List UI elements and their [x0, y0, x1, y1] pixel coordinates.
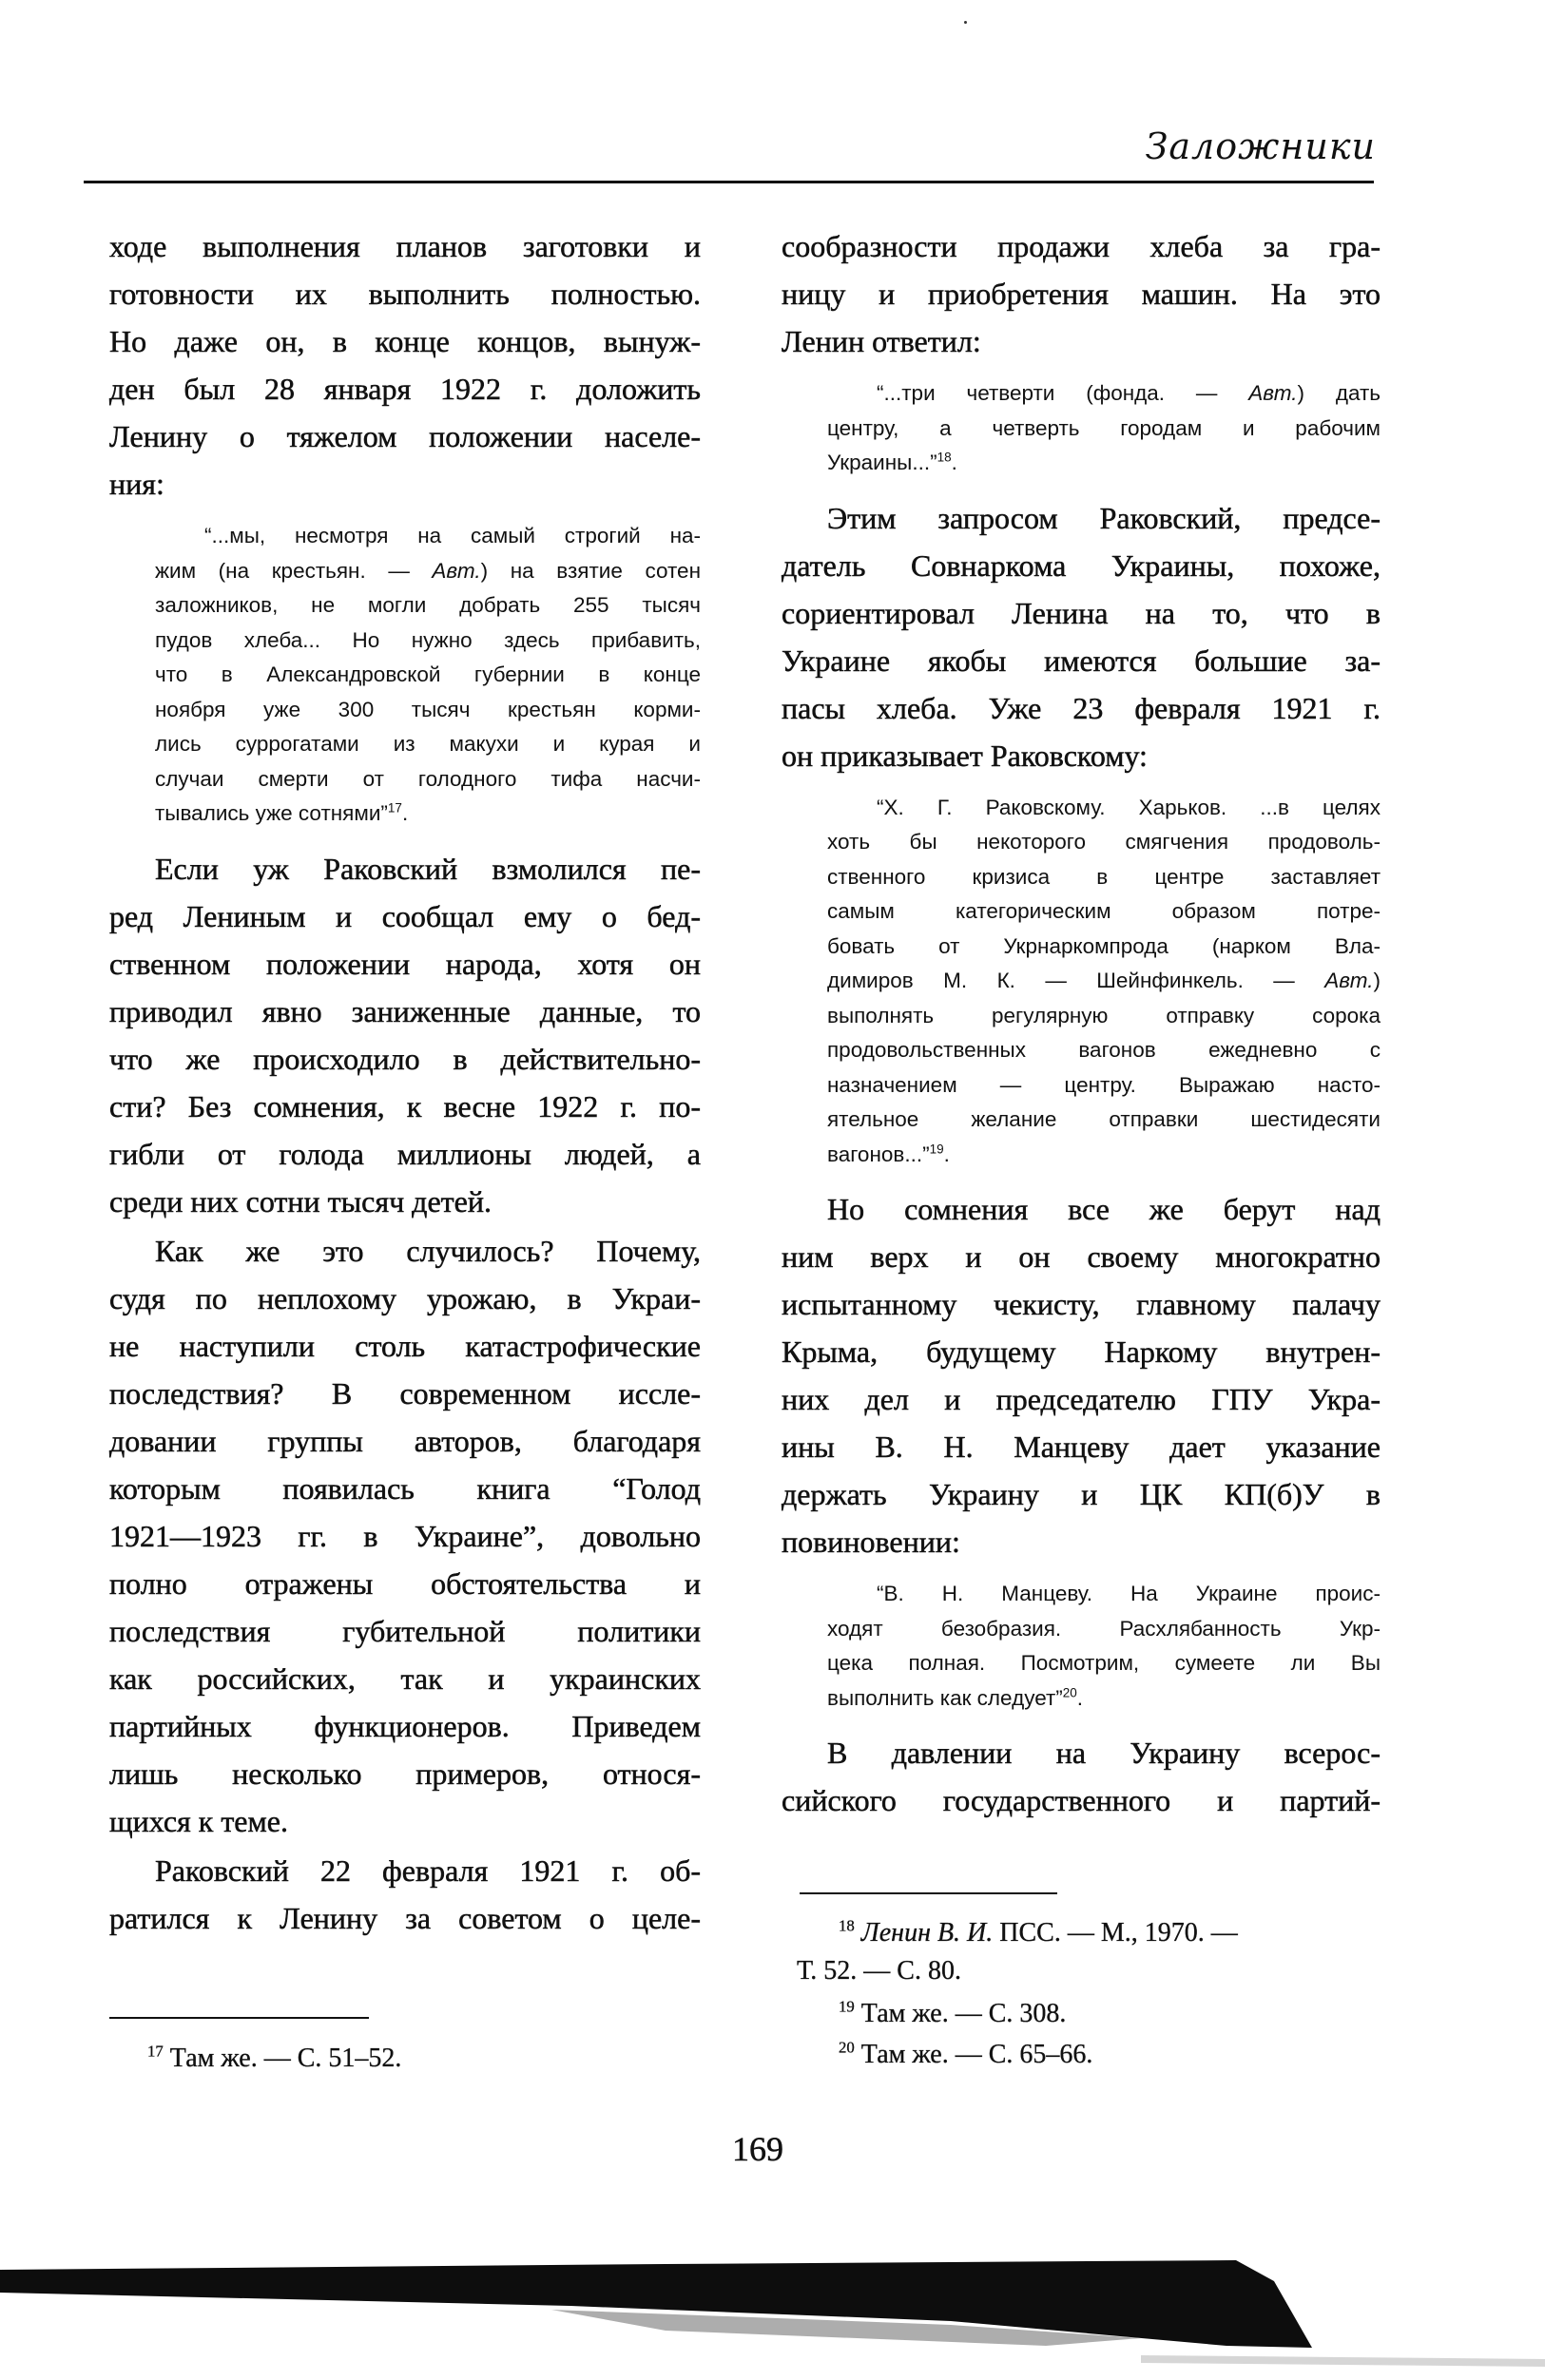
text-line: Но даже он, в конце концов, вынуж- [109, 324, 701, 358]
text-line: ятельное желание отправки шестидесяти [827, 1107, 1381, 1131]
text-line: В давлении на Украину всерос- [827, 1736, 1381, 1770]
footnote-18-continued: Т. 52. — С. 80. [797, 1956, 961, 1986]
text-line: сообразности продажи хлеба за гра- [782, 229, 1381, 263]
page-number: 169 [732, 2130, 783, 2168]
text-line: ден был 28 января 1922 г. доложить [109, 372, 701, 406]
text-segment: жим (на крестьян. — [155, 558, 433, 583]
scan-speck [964, 21, 967, 24]
text-line: которым появилась книга “Голод [109, 1470, 701, 1506]
text-line [827, 1138, 1381, 1173]
text-segment: тывались уже сотнями” [155, 801, 388, 825]
header-rule [84, 181, 1374, 183]
footnote-number: 17 [147, 2042, 164, 2061]
text-line: “Х. Г. Раковскому. Харьков. ...в целях [877, 795, 1381, 819]
text-line: Как же это случилось? Почему, [155, 1233, 701, 1268]
text-line: ред Лениным и сообщал ему о бед- [109, 898, 701, 933]
footnote-number: 19 [839, 1997, 855, 2016]
text-line: них дел и председателю ГПУ Укра- [782, 1382, 1381, 1416]
text-line: бовать от Укрнаркомпрода (нарком Вла- [827, 933, 1381, 958]
paragraph [109, 1847, 701, 1942]
text-segment: ) на взятие сотен [480, 558, 701, 583]
text-line: Крыма, будущему Наркому внутрен- [782, 1334, 1381, 1369]
text-segment: вагонов...” [827, 1142, 930, 1166]
footnote-number: 20 [839, 2038, 855, 2057]
text-line: повиновении: [782, 1525, 960, 1559]
text-line: цека полная. Посмотрим, сумеете ли Вы [827, 1651, 1381, 1675]
text-line [155, 797, 701, 832]
text-line: заложников, не могли добрать 255 тысяч [155, 593, 701, 617]
text-line: что в Александровской губернии в конце [155, 662, 701, 686]
text-line: “...мы, несмотря на самый строгий на- [204, 524, 701, 547]
text-line: последствия губительной политики [109, 1613, 701, 1648]
footnote-17 [147, 2040, 401, 2078]
footnote-ref: 19 [929, 1142, 944, 1156]
text-line: ины В. Н. Манцеву дает указание [782, 1430, 1381, 1464]
footnote-20 [839, 2036, 1092, 2074]
text-line: случаи смерти от голодного тифа насчи- [155, 766, 701, 791]
text-line: Но сомнения все же берут над [827, 1192, 1381, 1226]
text-segment: . [943, 1142, 950, 1166]
text-segment: ) дать [1297, 381, 1381, 405]
block-quote [155, 519, 701, 832]
paragraph [782, 1729, 1381, 1824]
text-line: хоть бы некоторого смягчения продоволь- [827, 830, 1381, 854]
text-line: ственного кризиса в центре заставляет [827, 864, 1381, 889]
text-line: готовности их выполнить полностью. [109, 277, 701, 311]
block-quote [827, 376, 1381, 481]
footnote-rule-right [800, 1892, 1057, 1894]
block-quote [827, 791, 1381, 1173]
text-line [827, 964, 1381, 999]
text-line: щихся к теме. [109, 1803, 288, 1838]
text-line: Раковский 22 февраля 1921 г. об- [155, 1852, 701, 1888]
paragraph [109, 1227, 701, 1845]
text-line: “В. Н. Манцеву. На Украине проис- [877, 1582, 1381, 1605]
text-line: испытанному чекисту, главному палачу [782, 1287, 1381, 1321]
paragraph [109, 845, 701, 1225]
text-line: ния: [109, 467, 164, 501]
text-line: лишь несколько примеров, относя- [109, 1756, 701, 1791]
text-line: ходе выполнения планов заготовки и [109, 229, 701, 263]
text-segment: димиров М. К. — Шейнфинкель. — [827, 969, 1325, 992]
footnote-author: Ленин В. И. [860, 1918, 994, 1948]
text-segment: . [1076, 1685, 1084, 1710]
text-line: самым категорическим образом потре- [827, 899, 1381, 923]
text-segment: выполнить как следует” [827, 1685, 1063, 1710]
block-quote [827, 1577, 1381, 1716]
text-line: Если уж Раковский взмолился пе- [155, 851, 701, 886]
footnote-text: Там же. — С. 308. [860, 1999, 1067, 2028]
text-line: приводил явно заниженные данные, то [109, 993, 701, 1028]
footnote-19 [839, 1995, 1066, 2033]
footnote-rule-left [109, 2017, 369, 2019]
text-line: он приказывает Раковскому: [782, 738, 1148, 773]
italic-text: Авт. [1324, 969, 1374, 992]
running-title: Заложники [1145, 125, 1376, 167]
text-line: как российских, так и украинских [109, 1660, 701, 1696]
text-segment: ) [1373, 969, 1381, 992]
paragraph [782, 222, 1381, 365]
text-line: партийных функционеров. Приведем [109, 1708, 701, 1743]
text-line [827, 376, 1381, 412]
text-line: среди них сотни тысяч детей. [109, 1183, 492, 1219]
text-segment: . [951, 451, 957, 474]
right-column [782, 222, 1381, 1824]
footnote-ref: 17 [387, 800, 402, 816]
text-line: выполнять регулярную отправку сорока [827, 1003, 1381, 1027]
text-line: сийского государственного и партий- [782, 1783, 1381, 1817]
text-line: Ленин ответил: [782, 324, 981, 358]
italic-text: Авт. [1248, 381, 1298, 405]
text-line: назначением — центру. Выражаю насто- [827, 1072, 1381, 1097]
text-line: Украине якобы имеются большие за- [782, 643, 1381, 678]
text-line: ходят безобразия. Расхлябанность Укр- [827, 1616, 1381, 1641]
text-segment: Украины...” [827, 451, 937, 474]
paragraph [109, 222, 701, 508]
text-line: последствия? В современном иссле- [109, 1375, 701, 1411]
scan-edge-shadow [0, 2243, 1545, 2380]
text-line [155, 554, 701, 589]
text-line: довании группы авторов, благодаря [109, 1423, 701, 1458]
text-line: ственном положении народа, хотя он [109, 946, 701, 981]
text-segment: . [401, 801, 409, 825]
text-segment: “...три четверти (фонда. — [877, 381, 1249, 405]
text-line: сориентировал Ленина на то, что в [782, 595, 1381, 630]
text-line: что же происходило в действительно- [109, 1041, 701, 1076]
text-line: ницу и приобретения машин. На это [782, 277, 1381, 311]
text-line: центру, а четверть городам и рабочим [827, 415, 1381, 440]
text-line: гибли от голода миллионы людей, а [109, 1136, 701, 1171]
footnote-ref: 20 [1062, 1685, 1077, 1699]
text-line: Ленину о тяжелом положении населе- [109, 419, 701, 453]
text-line: ратился к Ленину за советом о целе- [109, 1900, 701, 1935]
footnote-number: 18 [839, 1916, 855, 1935]
text-line: лись суррогатами из макухи и курая и [155, 732, 701, 756]
footnote-text: Там же. — С. 65–66. [860, 2040, 1093, 2069]
footnote-18 [839, 1914, 1238, 1952]
left-column [109, 222, 701, 1942]
text-line: ноября уже 300 тысяч крестьян корми- [155, 697, 701, 721]
text-line: сти? Без сомнения, к весне 1922 г. по- [109, 1088, 701, 1123]
text-line [827, 446, 1381, 481]
text-line: полно отражены обстоятельства и [109, 1565, 701, 1601]
text-line: 1921—1923 гг. в Украине”, довольно [109, 1518, 701, 1553]
paragraph [782, 494, 1381, 779]
text-line: датель Совнаркома Украины, похоже, [782, 547, 1381, 583]
text-line: Этим запросом Раковский, предсе- [827, 500, 1381, 535]
text-line: продовольственных вагонов ежедневно с [827, 1038, 1381, 1062]
paragraph [782, 1185, 1381, 1565]
text-line [827, 1681, 1381, 1717]
footnote-ref: 18 [937, 450, 952, 465]
text-line: не наступили столь катастрофические [109, 1328, 701, 1363]
text-line: судя по неплохому урожаю, в Украи- [109, 1280, 701, 1315]
text-line: ним верх и он своему многократно [782, 1239, 1381, 1274]
footnote-text: ПСС. — М., 1970. — [999, 1918, 1238, 1948]
footnote-text: Там же. — С. 51–52. [169, 2044, 402, 2073]
text-line: пасы хлеба. Уже 23 февраля 1921 г. [782, 690, 1381, 725]
italic-text: Авт. [432, 558, 481, 583]
text-line: держать Украину и ЦК КП(б)У в [782, 1477, 1381, 1511]
text-line: пудов хлеба... Но нужно здесь прибавить, [155, 627, 701, 652]
